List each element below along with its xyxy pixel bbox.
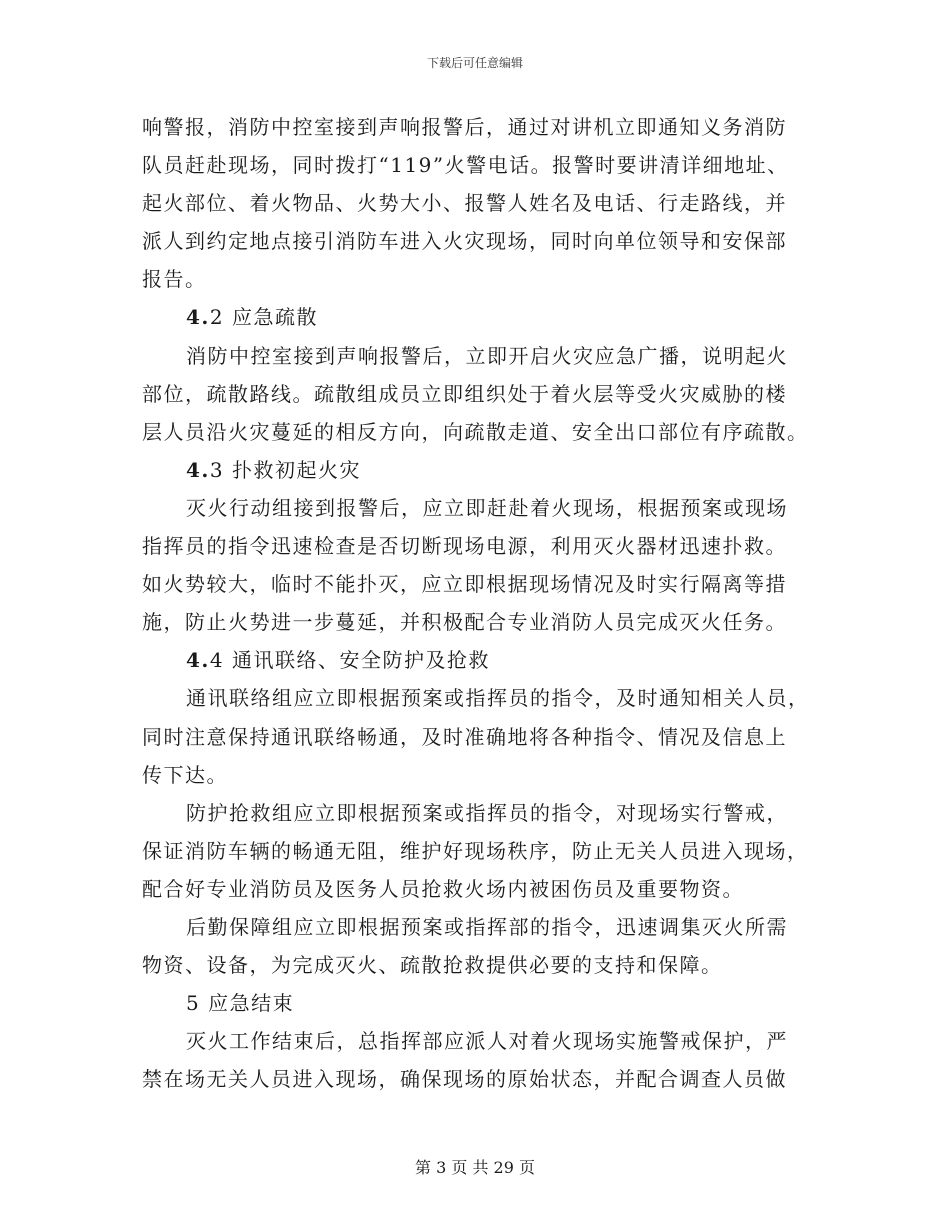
body-line: 后勤保障组应立即根据预案或指挥部的指令，迅速调集灭火所需	[186, 914, 788, 939]
body-line: 如火势较大，临时不能扑灭，应立即根据现场情况及时实行隔离等措	[142, 572, 787, 597]
body-line: 同时注意保持通讯联络畅通，及时准确地将各种指令、情况及信息上	[142, 724, 787, 749]
body-line: 部位，疏散路线。疏散组成员立即组织处于着火层等受火灾威胁的楼	[142, 381, 787, 406]
page-number-footer: 第 3 页 共 29 页	[415, 1158, 535, 1177]
body-line: 起火部位、着火物品、火势大小、报警人姓名及电话、行走路线，并	[142, 191, 787, 216]
section-number: 4.	[186, 305, 210, 330]
section-title: 4 通讯联络、安全防护及抢救	[209, 648, 490, 673]
body-line: 层人员沿火灾蔓延的相反方向，向疏散走道、安全出口部位有序疏散。	[142, 419, 809, 444]
body-line: 传下达。	[142, 762, 228, 787]
section-heading-4-4	[142, 641, 822, 679]
body-line: 保证消防车辆的畅通无阻，维护好现场秩序，防止无关人员进入现场，	[142, 838, 809, 863]
body-line: 消防中控室接到声响报警后，立即开启火灾应急广播，说明起火	[186, 343, 788, 368]
document-body	[142, 108, 822, 1098]
body-line: 防护抢救组应立即根据预案或指挥员的指令，对现场实行警戒，	[186, 800, 788, 825]
body-line: 派人到约定地点接引消防车进入火灾现场，同时向单位领导和安保部	[142, 229, 787, 254]
body-line: 施，防止火势进一步蔓延，并积极配合专业消防人员完成灭火任务。	[142, 610, 787, 635]
body-line: 通讯联络组应立即根据预案或指挥员的指令，及时通知相关人员，	[186, 686, 810, 711]
body-line: 队员赶赴现场，同时拨打“119”火警电话。报警时要讲清详细地址、	[142, 153, 789, 178]
section-title: 2 应急疏散	[209, 305, 318, 330]
section-number: 4.	[186, 457, 210, 482]
body-line: 响警报，消防中控室接到声响报警后，通过对讲机立即通知义务消防	[142, 115, 787, 139]
body-line: 禁在场无关人员进入现场，确保现场的原始状态，并配合调查人员做	[142, 1067, 787, 1092]
body-line: 物资、设备，为完成灭火、疏散抢救提供必要的支持和保障。	[142, 953, 723, 978]
body-line: 灭火工作结束后，总指挥部应派人对着火现场实施警戒保护，严	[186, 1029, 788, 1054]
page-header-note: 下载后可任意编辑	[426, 56, 523, 70]
section-number: 4.	[186, 648, 210, 673]
body-line: 灭火行动组接到报警后，应立即赶赴着火现场，根据预案或现场	[186, 495, 788, 520]
section-title: 3 扑救初起火灾	[209, 457, 361, 482]
section-heading-5: 5 应急结束	[186, 991, 295, 1016]
section-heading-4-3	[142, 451, 822, 489]
section-heading-4-2	[142, 298, 822, 336]
body-line: 配合好专业消防员及医务人员抢救火场内被困伤员及重要物资。	[142, 876, 744, 901]
body-line: 报告。	[142, 267, 207, 292]
body-line: 指挥员的指令迅速检查是否切断现场电源，利用灭火器材迅速扑救。	[142, 534, 787, 559]
